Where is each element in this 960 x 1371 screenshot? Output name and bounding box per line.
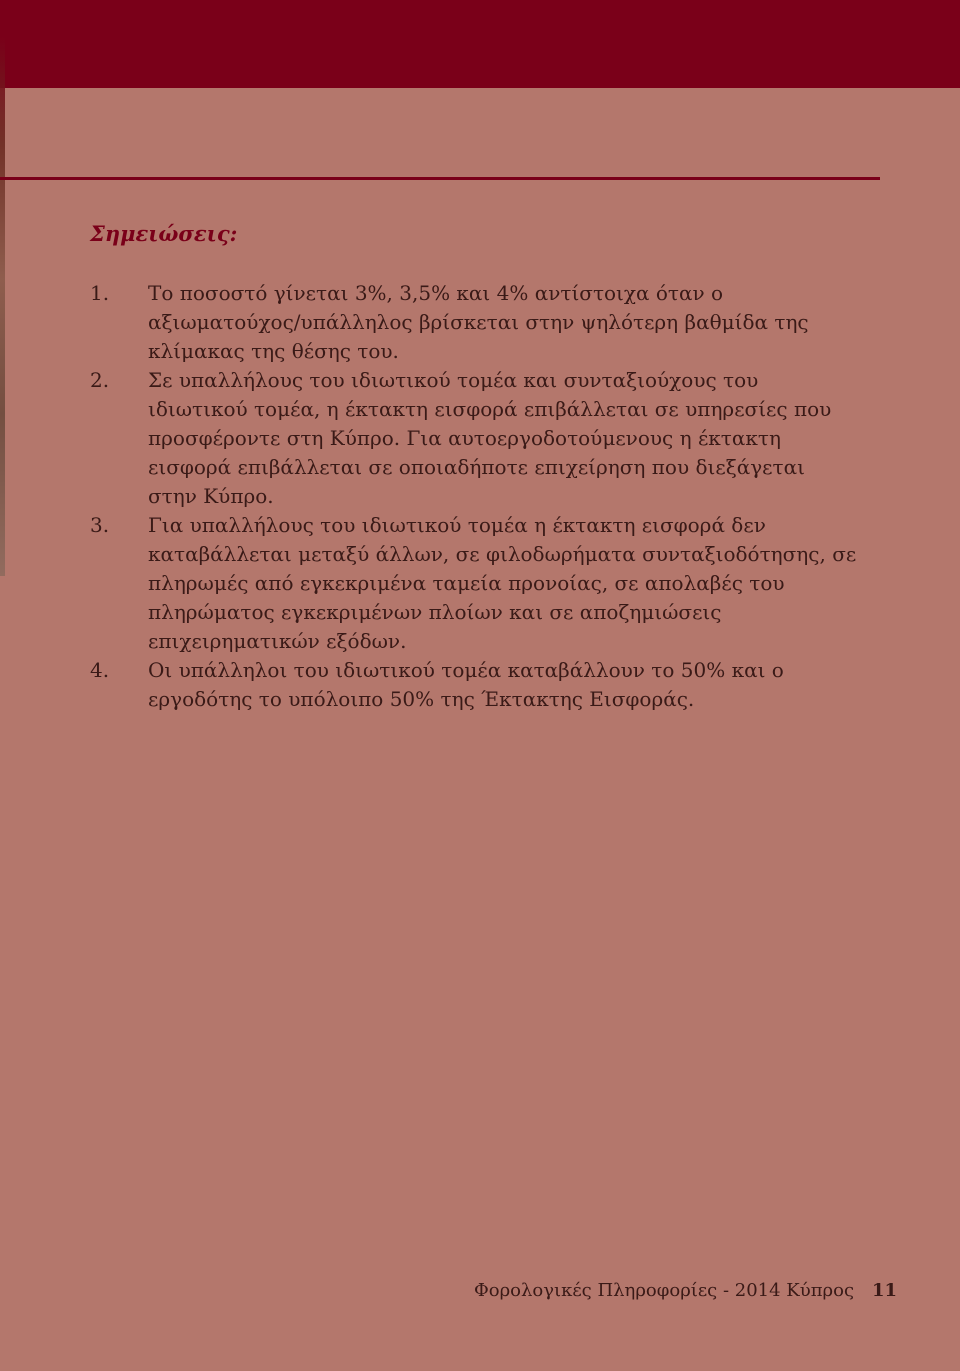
note-number: 2. [90,368,110,392]
note-text: Οι υπάλληλοι του ιδιωτικού τομέα καταβάλλουν το 50% και ο εργοδότης το υπόλοιπο 50% της Έκτακτης Εισφοράς. [148,658,784,711]
header-divider [0,177,880,180]
note-text: Το ποσοστό γίνεται 3%, 3,5% και 4% αντίστοιχα όταν ο αξιωματούχος/υπάλληλος βρίσκεται στην ψηλότερη βαθμίδα της κλίμακας της θέσης του. [148,281,809,363]
note-item-4 [90,656,860,714]
note-text: Για υπαλλήλους του ιδιωτικού τομέα η έκτακτη εισφορά δεν καταβάλλεται μεταξύ άλλων, σε φιλοδωρήματα συνταξιοδότησης, σε πληρωμές από εγκεκριμένα ταμεία προνοίας, σε απολαβές του πληρώματος εγκεκριμένων πλοίων και σε αποζημιώσεις επιχειρηματικών εξόδων. [148,513,857,653]
header-band [0,0,960,88]
note-item-3 [90,511,860,656]
note-item-1 [90,279,860,366]
footer-title: Φορολογικές Πληροφορίες - 2014 Κύπρος [474,1280,855,1301]
notes-heading: Σημειώσεις: [90,221,238,246]
page-number: 11 [872,1280,898,1301]
note-text: Σε υπαλλήλους του ιδιωτικού τομέα και συνταξιούχους του ιδιωτικού τομέα, η έκτακτη εισφορά επιβάλλεται σε υπηρεσίες που προσφέροντε στη Κύπρο. Για αυτοεργοδοτούμενους η έκτακτη εισφορά επιβάλλεται σε οποιαδήποτε επιχείρηση που διεξάγεται στην Κύπρο. [148,368,832,508]
left-edge-image-strip [0,36,5,576]
note-number: 4. [90,658,110,682]
note-number: 3. [90,513,110,537]
note-number: 1. [90,281,110,305]
note-item-2 [90,366,860,511]
notes-list [90,279,860,714]
page-footer [474,1280,898,1301]
